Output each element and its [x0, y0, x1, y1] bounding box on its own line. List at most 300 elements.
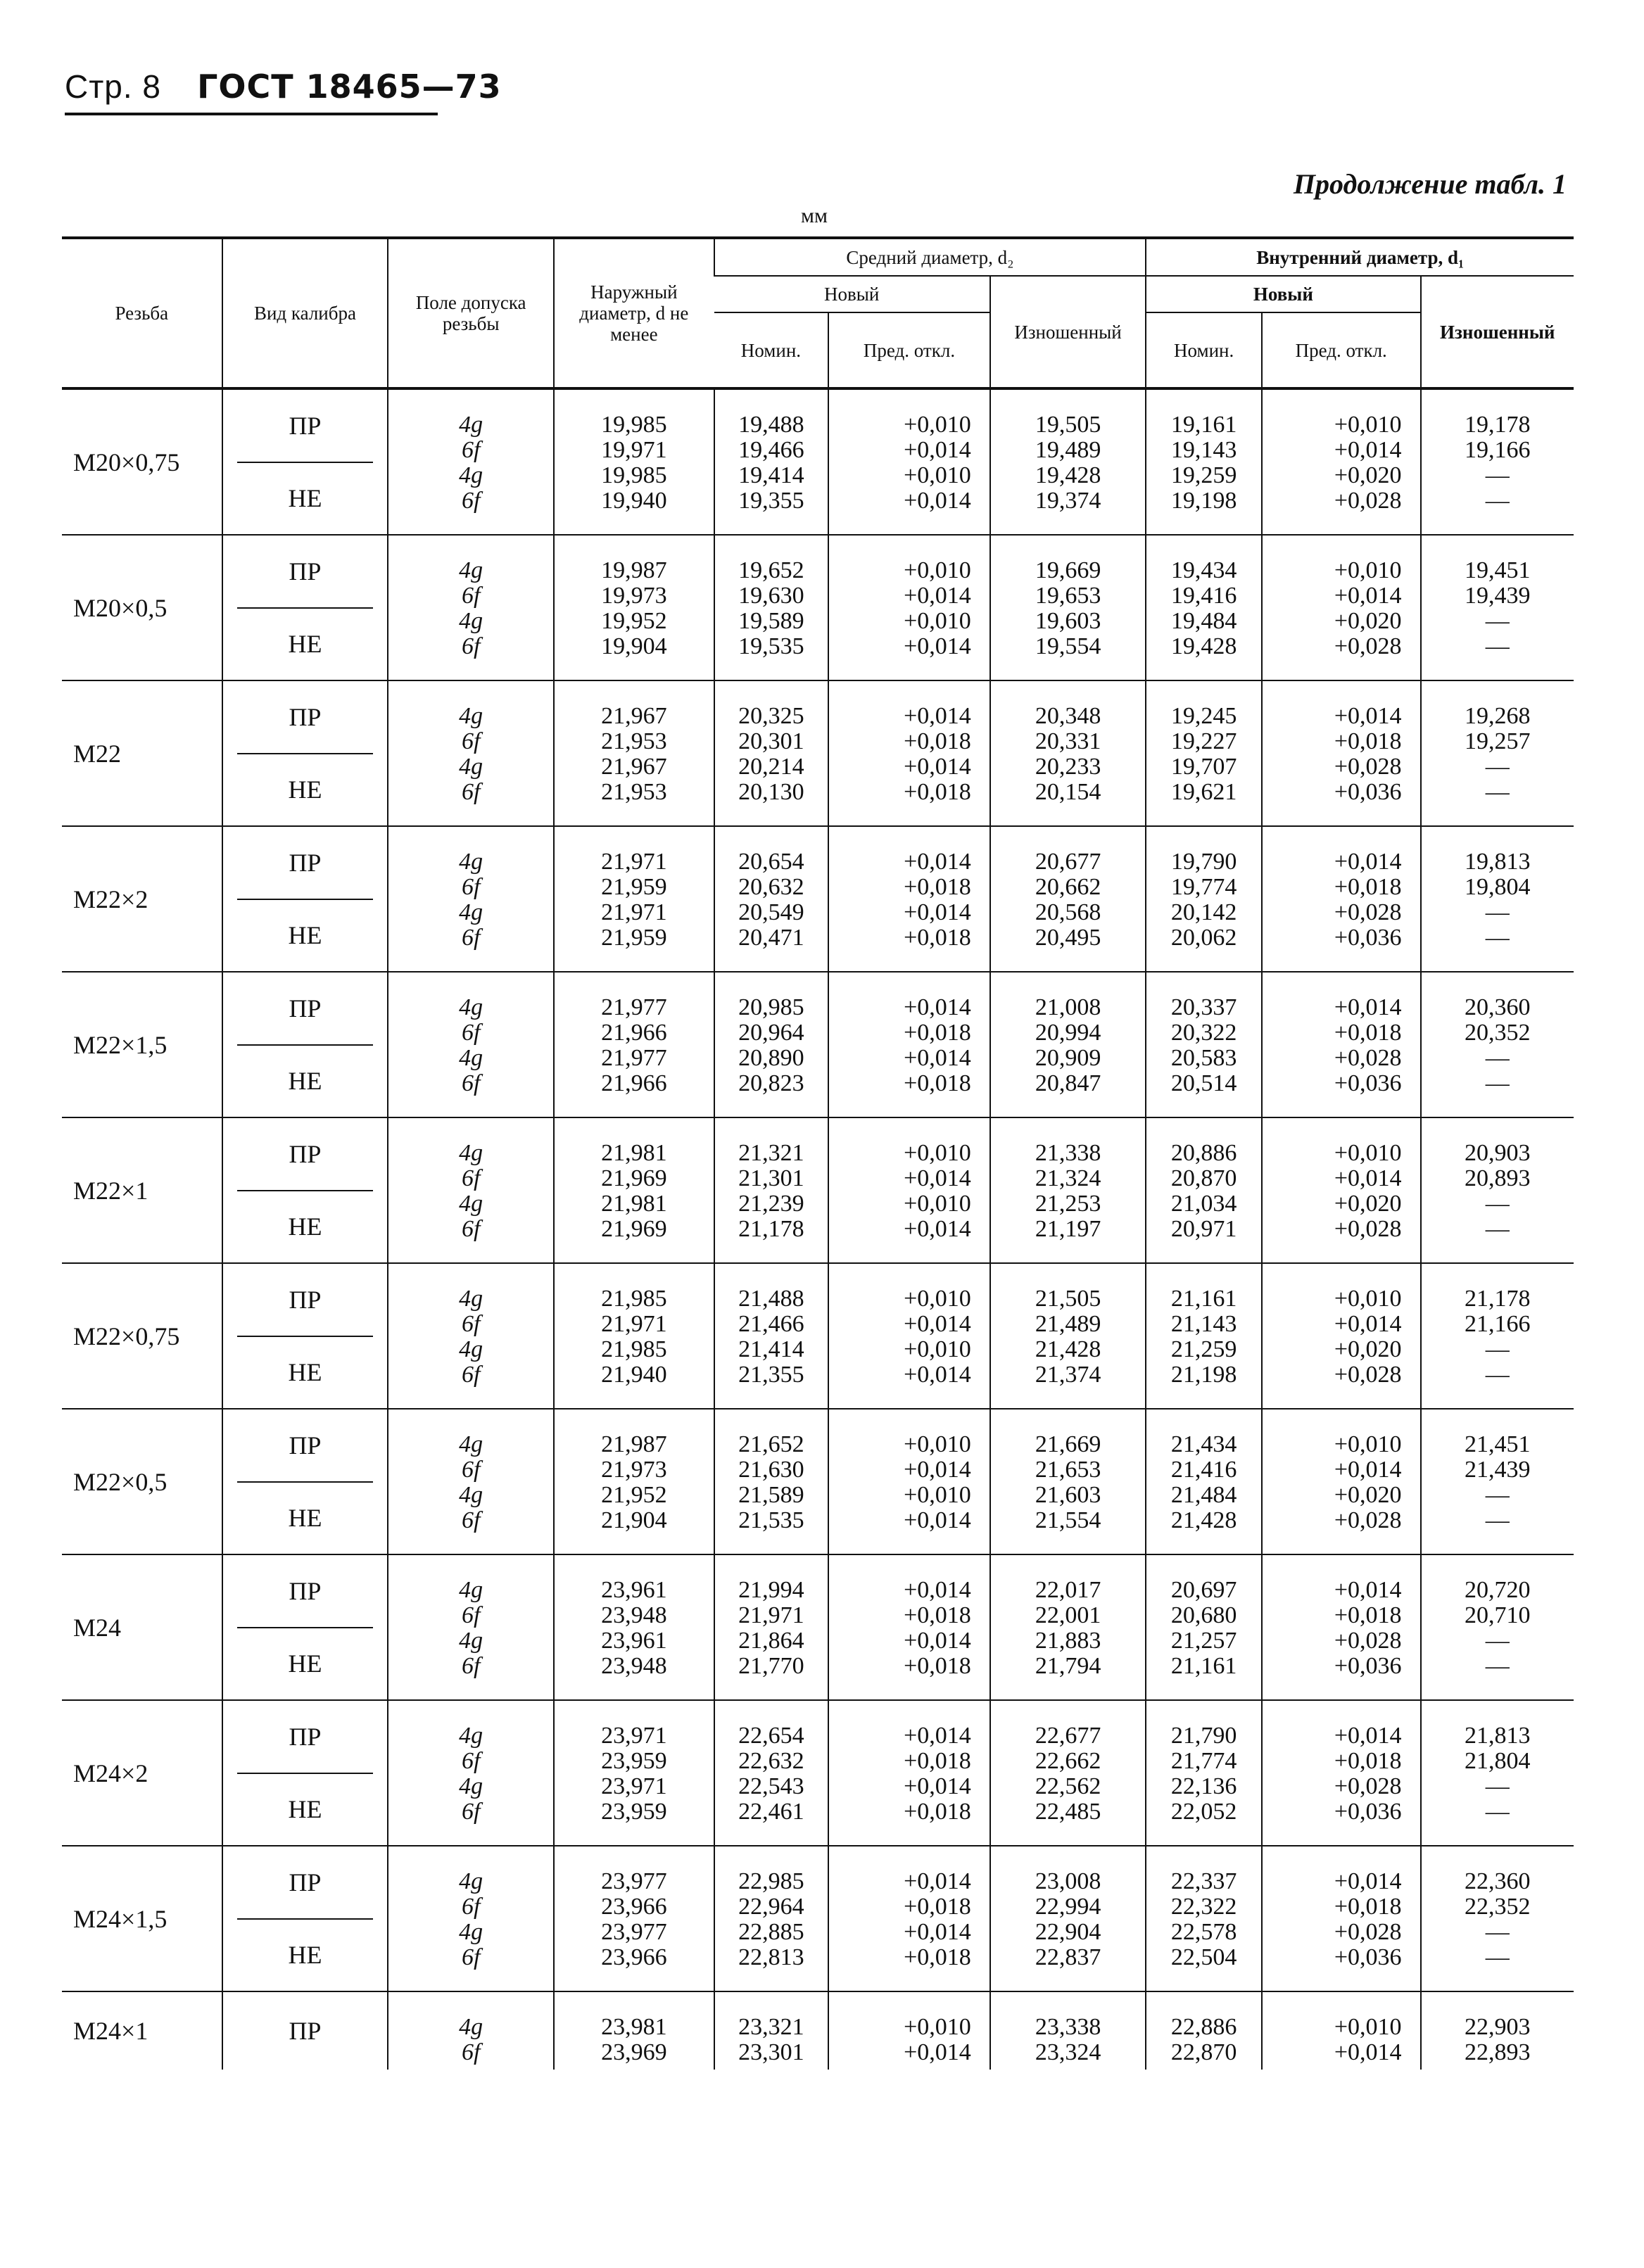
- cell-pole: [388, 1117, 554, 1263]
- cell-naruzh: [554, 1991, 714, 2070]
- value-vnutr-pred: +0,020: [1334, 608, 1402, 634]
- value-sred-pred: +0,014: [904, 2039, 971, 2065]
- cell-naruzh: [554, 388, 714, 535]
- col-header-vnutr-iznosh: Изношенный: [1421, 276, 1574, 388]
- value-vnutr-iznosh: —: [1485, 1507, 1510, 1533]
- value-naruzh: 21,959: [601, 874, 667, 900]
- value-sred-iznosh: 21,197: [1035, 1216, 1101, 1242]
- gauge-type: НЕ: [288, 775, 322, 804]
- value-sred-pred: +0,014: [904, 1165, 971, 1191]
- value-sred-nomin: 23,321: [738, 2014, 804, 2040]
- value-vnutr-nomin: 19,198: [1170, 488, 1237, 514]
- value-vnutr-pred: +0,010: [1334, 557, 1402, 583]
- value-sred-nomin: 20,823: [738, 1070, 804, 1096]
- value-vnutr-nomin: 20,142: [1170, 899, 1237, 925]
- value-naruzh: 21,966: [601, 1070, 667, 1096]
- value-naruzh: 21,940: [601, 1362, 667, 1388]
- gauge-type-cell: [222, 388, 388, 535]
- value-vnutr-nomin: 19,790: [1170, 849, 1237, 875]
- value-vnutr-iznosh: 20,903: [1465, 1140, 1531, 1166]
- cell-naruzh: [554, 1700, 714, 1846]
- col-header-sred-iznosh: Изношенный: [990, 276, 1146, 388]
- value-naruzh: 23,977: [601, 1919, 667, 1945]
- table-row: [62, 1991, 1574, 2070]
- value-sred-nomin: 21,535: [738, 1507, 804, 1533]
- value-vnutr-pred: +0,010: [1334, 1431, 1402, 1457]
- value-sred-pred: +0,018: [904, 728, 971, 754]
- value-vnutr-pred: +0,028: [1334, 1919, 1402, 1945]
- value-sred-pred: +0,014: [904, 849, 971, 875]
- value-vnutr-nomin: 22,337: [1170, 1868, 1237, 1894]
- cell-vnutr-nomin: [1146, 1700, 1262, 1846]
- value-pole: 6f: [461, 925, 481, 951]
- value-vnutr-nomin: 19,245: [1170, 703, 1237, 729]
- value-sred-iznosh: 21,428: [1035, 1336, 1101, 1362]
- value-sred-nomin: 22,461: [738, 1799, 804, 1825]
- cell-sred-nomin: [714, 1700, 829, 1846]
- thread-gauge-table: [62, 236, 1574, 2070]
- units-label: мм: [801, 204, 828, 227]
- value-vnutr-iznosh: 19,813: [1465, 849, 1531, 875]
- cell-pole: [388, 535, 554, 680]
- col-header-vnutr-nomin: Номин.: [1146, 312, 1262, 388]
- value-sred-nomin: 19,652: [738, 557, 804, 583]
- cell-sred-pred: [828, 1409, 990, 1554]
- value-vnutr-nomin: 19,621: [1170, 779, 1237, 805]
- col-header-sred-pred: Пред. откл.: [828, 312, 990, 388]
- value-pole: 4g: [459, 1431, 483, 1457]
- value-sred-iznosh: 19,669: [1035, 557, 1101, 583]
- value-naruzh: 23,969: [601, 2039, 667, 2065]
- value-sred-iznosh: 20,233: [1035, 754, 1101, 780]
- value-sred-iznosh: 22,904: [1035, 1919, 1101, 1945]
- value-sred-nomin: 19,589: [738, 608, 804, 634]
- table-row: [62, 972, 1574, 1117]
- value-naruzh: 21,952: [601, 1482, 667, 1508]
- value-vnutr-iznosh: —: [1485, 1045, 1510, 1071]
- cell-pole: [388, 1554, 554, 1700]
- cell-naruzh: [554, 1409, 714, 1554]
- value-vnutr-iznosh: 20,720: [1465, 1577, 1531, 1603]
- cell-pole: [388, 972, 554, 1117]
- value-sred-pred: +0,014: [904, 1045, 971, 1071]
- value-vnutr-iznosh: —: [1485, 1773, 1510, 1799]
- value-vnutr-iznosh: —: [1485, 1628, 1510, 1654]
- value-naruzh: 21,953: [601, 728, 667, 754]
- value-sred-iznosh: 19,603: [1035, 608, 1101, 634]
- table-row: [62, 535, 1574, 680]
- value-vnutr-iznosh: 22,352: [1465, 1894, 1531, 1920]
- cell-sred-nomin: [714, 826, 829, 972]
- value-sred-nomin: 20,890: [738, 1045, 804, 1071]
- value-sred-pred: +0,014: [904, 994, 971, 1020]
- value-pole: 6f: [461, 633, 481, 659]
- cell-vnutr-pred: [1262, 1700, 1421, 1846]
- gauge-type-cell: [222, 1554, 388, 1700]
- value-vnutr-iznosh: —: [1485, 488, 1510, 514]
- value-sred-pred: +0,014: [904, 437, 971, 463]
- value-sred-nomin: 21,239: [738, 1191, 804, 1217]
- value-vnutr-iznosh: 19,257: [1465, 728, 1531, 754]
- value-vnutr-iznosh: 19,804: [1465, 874, 1531, 900]
- value-sred-nomin: 20,985: [738, 994, 804, 1020]
- value-sred-nomin: 20,301: [738, 728, 804, 754]
- value-sred-pred: +0,010: [904, 1431, 971, 1457]
- value-sred-pred: +0,014: [904, 1311, 971, 1337]
- value-sred-pred: +0,014: [904, 899, 971, 925]
- cell-vnutr-pred: [1262, 1554, 1421, 1700]
- value-vnutr-pred: +0,028: [1334, 899, 1402, 925]
- value-sred-pred: +0,010: [904, 462, 971, 488]
- header-rule: [65, 113, 438, 115]
- value-vnutr-iznosh: 19,178: [1465, 412, 1531, 438]
- cell-vnutr-nomin: [1146, 680, 1262, 826]
- cell-vnutr-pred: [1262, 680, 1421, 826]
- cell-vnutr-iznosh: [1421, 972, 1574, 1117]
- value-vnutr-pred: +0,018: [1334, 1602, 1402, 1628]
- value-vnutr-pred: +0,014: [1334, 1723, 1402, 1749]
- value-vnutr-iznosh: —: [1485, 608, 1510, 634]
- cell-vnutr-iznosh: [1421, 535, 1574, 680]
- cell-sred-pred: [828, 1700, 990, 1846]
- value-sred-nomin: 21,994: [738, 1577, 804, 1603]
- value-pole: 6f: [461, 1602, 481, 1628]
- thread-designation: M22×1: [62, 1117, 222, 1263]
- value-pole: 4g: [459, 1336, 483, 1362]
- value-sred-iznosh: 23,324: [1035, 2039, 1101, 2065]
- cell-vnutr-nomin: [1146, 1263, 1262, 1409]
- value-naruzh: 23,981: [601, 2014, 667, 2040]
- value-naruzh: 23,948: [601, 1653, 667, 1679]
- value-naruzh: 21,985: [601, 1286, 667, 1312]
- cell-vnutr-pred: [1262, 1991, 1421, 2070]
- value-naruzh: 21,981: [601, 1140, 667, 1166]
- value-vnutr-nomin: 21,143: [1170, 1311, 1237, 1337]
- value-naruzh: 23,961: [601, 1577, 667, 1603]
- cell-vnutr-iznosh: [1421, 388, 1574, 535]
- value-vnutr-iznosh: 20,710: [1465, 1602, 1531, 1628]
- gauge-type: НЕ: [288, 630, 322, 659]
- value-vnutr-nomin: 22,136: [1170, 1773, 1237, 1799]
- value-sred-pred: +0,014: [904, 1723, 971, 1749]
- cell-sred-iznosh: [990, 1117, 1146, 1263]
- value-sred-iznosh: 20,348: [1035, 703, 1101, 729]
- table-row: [62, 1117, 1574, 1263]
- gauge-type: ПР: [237, 1409, 374, 1483]
- value-vnutr-nomin: 22,052: [1170, 1799, 1237, 1825]
- value-sred-nomin: 21,630: [738, 1457, 804, 1483]
- value-vnutr-pred: +0,014: [1334, 583, 1402, 609]
- table-row: [62, 1700, 1574, 1846]
- gauge-type: ПР: [237, 1846, 374, 1920]
- cell-vnutr-iznosh: [1421, 1554, 1574, 1700]
- table-row: [62, 1263, 1574, 1409]
- value-sred-nomin: 19,535: [738, 633, 804, 659]
- value-pole: 4g: [459, 1773, 483, 1799]
- value-naruzh: 19,987: [601, 557, 667, 583]
- value-sred-pred: +0,018: [904, 1070, 971, 1096]
- cell-sred-iznosh: [990, 1409, 1146, 1554]
- cell-vnutr-nomin: [1146, 535, 1262, 680]
- thread-designation: M22×0,5: [62, 1409, 222, 1554]
- value-sred-pred: +0,010: [904, 557, 971, 583]
- value-pole: 6f: [461, 1457, 481, 1483]
- cell-vnutr-nomin: [1146, 1991, 1262, 2070]
- col-header-sred-novyi: Новый: [714, 276, 990, 312]
- value-sred-iznosh: 20,909: [1035, 1045, 1101, 1071]
- value-sred-iznosh: 21,883: [1035, 1628, 1101, 1654]
- value-naruzh: 21,904: [601, 1507, 667, 1533]
- value-vnutr-iznosh: —: [1485, 779, 1510, 805]
- value-naruzh: 23,959: [601, 1748, 667, 1774]
- gauge-type: ПР: [237, 536, 374, 609]
- value-sred-iznosh: 22,677: [1035, 1723, 1101, 1749]
- gauge-type: НЕ: [288, 1941, 322, 1970]
- cell-vnutr-pred: [1262, 1117, 1421, 1263]
- value-sred-iznosh: 22,017: [1035, 1577, 1101, 1603]
- value-naruzh: 21,973: [601, 1457, 667, 1483]
- value-pole: 4g: [459, 1723, 483, 1749]
- value-pole: 4g: [459, 849, 483, 875]
- value-vnutr-nomin: 19,416: [1170, 583, 1237, 609]
- value-sred-pred: +0,014: [904, 633, 971, 659]
- value-pole: 4g: [459, 412, 483, 438]
- cell-vnutr-nomin: [1146, 1117, 1262, 1263]
- value-vnutr-pred: +0,028: [1334, 1216, 1402, 1242]
- cell-sred-pred: [828, 1554, 990, 1700]
- value-vnutr-pred: +0,028: [1334, 1045, 1402, 1071]
- value-sred-nomin: 19,488: [738, 412, 804, 438]
- page-header: [65, 68, 502, 106]
- gauge-type-cell: [222, 1700, 388, 1846]
- value-naruzh: 23,966: [601, 1894, 667, 1920]
- value-naruzh: 23,966: [601, 1944, 667, 1970]
- value-vnutr-nomin: 20,337: [1170, 994, 1237, 1020]
- col-header-vid: Вид калибра: [222, 238, 388, 388]
- value-vnutr-nomin: 20,680: [1170, 1602, 1237, 1628]
- value-vnutr-iznosh: 19,268: [1465, 703, 1531, 729]
- value-vnutr-pred: +0,036: [1334, 1944, 1402, 1970]
- value-vnutr-iznosh: 22,893: [1465, 2039, 1531, 2065]
- cell-vnutr-pred: [1262, 1846, 1421, 1991]
- cell-sred-iznosh: [990, 1846, 1146, 1991]
- value-vnutr-iznosh: —: [1485, 1944, 1510, 1970]
- value-sred-nomin: 20,964: [738, 1020, 804, 1046]
- gauge-type: ПР: [237, 681, 374, 754]
- value-naruzh: 21,967: [601, 754, 667, 780]
- value-sred-iznosh: 21,669: [1035, 1431, 1101, 1457]
- value-vnutr-nomin: 20,697: [1170, 1577, 1237, 1603]
- value-sred-pred: +0,018: [904, 1020, 971, 1046]
- value-sred-iznosh: 22,662: [1035, 1748, 1101, 1774]
- value-naruzh: 23,971: [601, 1723, 667, 1749]
- value-sred-iznosh: 20,568: [1035, 899, 1101, 925]
- cell-vnutr-iznosh: [1421, 826, 1574, 972]
- value-sred-iznosh: 21,338: [1035, 1140, 1101, 1166]
- value-vnutr-pred: +0,036: [1334, 779, 1402, 805]
- value-vnutr-pred: +0,014: [1334, 1311, 1402, 1337]
- value-sred-pred: +0,018: [904, 925, 971, 951]
- value-vnutr-pred: +0,014: [1334, 1457, 1402, 1483]
- value-sred-pred: +0,014: [904, 703, 971, 729]
- value-sred-nomin: 21,178: [738, 1216, 804, 1242]
- value-pole: 6f: [461, 1894, 481, 1920]
- cell-vnutr-nomin: [1146, 1846, 1262, 1991]
- value-pole: 4g: [459, 703, 483, 729]
- value-vnutr-pred: +0,028: [1334, 1773, 1402, 1799]
- cell-vnutr-nomin: [1146, 1554, 1262, 1700]
- value-sred-nomin: 22,813: [738, 1944, 804, 1970]
- cell-vnutr-nomin: [1146, 826, 1262, 972]
- thread-designation: M22: [62, 680, 222, 826]
- value-vnutr-nomin: 22,578: [1170, 1919, 1237, 1945]
- gauge-type-cell: [222, 1117, 388, 1263]
- cell-sred-nomin: [714, 1263, 829, 1409]
- col-header-sred: Средний диаметр, d₂: [714, 238, 1146, 276]
- gauge-type-cell: [222, 972, 388, 1117]
- value-vnutr-iznosh: —: [1485, 1362, 1510, 1388]
- value-pole: 6f: [461, 583, 481, 609]
- value-sred-nomin: 21,770: [738, 1653, 804, 1679]
- value-sred-nomin: 19,414: [738, 462, 804, 488]
- value-vnutr-nomin: 21,484: [1170, 1482, 1237, 1508]
- value-naruzh: 21,985: [601, 1336, 667, 1362]
- cell-vnutr-pred: [1262, 826, 1421, 972]
- value-vnutr-nomin: 21,198: [1170, 1362, 1237, 1388]
- value-sred-iznosh: 23,008: [1035, 1868, 1101, 1894]
- value-vnutr-nomin: 19,161: [1170, 412, 1237, 438]
- value-vnutr-nomin: 19,259: [1170, 462, 1237, 488]
- value-vnutr-pred: +0,020: [1334, 1191, 1402, 1217]
- value-vnutr-pred: +0,018: [1334, 1748, 1402, 1774]
- cell-vnutr-iznosh: [1421, 1409, 1574, 1554]
- cell-sred-iznosh: [990, 826, 1146, 972]
- value-sred-nomin: 21,301: [738, 1165, 804, 1191]
- value-sred-pred: +0,010: [904, 1336, 971, 1362]
- col-header-vnutr-pred: Пред. откл.: [1262, 312, 1421, 388]
- cell-pole: [388, 1263, 554, 1409]
- value-pole: 4g: [459, 1286, 483, 1312]
- value-sred-iznosh: 22,485: [1035, 1799, 1101, 1825]
- cell-vnutr-nomin: [1146, 388, 1262, 535]
- value-vnutr-iznosh: —: [1485, 1191, 1510, 1217]
- value-vnutr-pred: +0,018: [1334, 728, 1402, 754]
- cell-sred-pred: [828, 535, 990, 680]
- value-vnutr-pred: +0,014: [1334, 2039, 1402, 2065]
- value-vnutr-nomin: 21,774: [1170, 1748, 1237, 1774]
- value-pole: 6f: [461, 1653, 481, 1679]
- cell-pole: [388, 388, 554, 535]
- value-vnutr-nomin: 20,322: [1170, 1020, 1237, 1046]
- cell-sred-nomin: [714, 535, 829, 680]
- cell-pole: [388, 826, 554, 972]
- cell-vnutr-pred: [1262, 1263, 1421, 1409]
- value-vnutr-pred: +0,014: [1334, 849, 1402, 875]
- value-vnutr-iznosh: 21,451: [1465, 1431, 1531, 1457]
- cell-vnutr-iznosh: [1421, 1846, 1574, 1991]
- value-sred-nomin: 19,355: [738, 488, 804, 514]
- value-sred-iznosh: 20,677: [1035, 849, 1101, 875]
- value-vnutr-pred: +0,028: [1334, 1628, 1402, 1654]
- value-naruzh: 19,985: [601, 462, 667, 488]
- value-sred-nomin: 20,632: [738, 874, 804, 900]
- cell-sred-nomin: [714, 972, 829, 1117]
- value-pole: 6f: [461, 2039, 481, 2065]
- value-vnutr-iznosh: 21,804: [1465, 1748, 1531, 1774]
- value-vnutr-iznosh: 22,360: [1465, 1868, 1531, 1894]
- value-sred-nomin: 21,414: [738, 1336, 804, 1362]
- value-vnutr-iznosh: —: [1485, 1336, 1510, 1362]
- value-pole: 6f: [461, 437, 481, 463]
- table-row: [62, 1409, 1574, 1554]
- value-sred-nomin: 20,214: [738, 754, 804, 780]
- gauge-type-cell: [222, 680, 388, 826]
- gauge-type: НЕ: [288, 484, 322, 513]
- value-vnutr-pred: +0,020: [1334, 1336, 1402, 1362]
- value-vnutr-iznosh: —: [1485, 633, 1510, 659]
- value-vnutr-nomin: 21,416: [1170, 1457, 1237, 1483]
- value-vnutr-nomin: 20,971: [1170, 1216, 1237, 1242]
- value-vnutr-iznosh: 19,439: [1465, 583, 1531, 609]
- gauge-type: НЕ: [288, 1067, 322, 1096]
- value-sred-pred: +0,010: [904, 1286, 971, 1312]
- value-naruzh: 19,973: [601, 583, 667, 609]
- value-pole: 4g: [459, 1868, 483, 1894]
- cell-naruzh: [554, 1117, 714, 1263]
- cell-sred-pred: [828, 1117, 990, 1263]
- value-sred-iznosh: 21,489: [1035, 1311, 1101, 1337]
- value-vnutr-nomin: 19,774: [1170, 874, 1237, 900]
- col-header-sred-nomin: Номин.: [714, 312, 829, 388]
- value-vnutr-pred: +0,020: [1334, 462, 1402, 488]
- value-vnutr-iznosh: —: [1485, 754, 1510, 780]
- standard-number: ГОСТ 18465—73: [197, 68, 502, 106]
- value-vnutr-nomin: 22,504: [1170, 1944, 1237, 1970]
- value-sred-iznosh: 22,837: [1035, 1944, 1101, 1970]
- value-vnutr-nomin: 19,707: [1170, 754, 1237, 780]
- value-vnutr-iznosh: —: [1485, 1216, 1510, 1242]
- cell-sred-nomin: [714, 1991, 829, 2070]
- value-vnutr-iznosh: 19,166: [1465, 437, 1531, 463]
- value-vnutr-iznosh: —: [1485, 1482, 1510, 1508]
- cell-naruzh: [554, 680, 714, 826]
- value-vnutr-pred: +0,036: [1334, 1653, 1402, 1679]
- value-sred-pred: +0,010: [904, 2014, 971, 2040]
- gauge-type: ПР: [237, 390, 374, 463]
- value-pole: 6f: [461, 779, 481, 805]
- value-vnutr-nomin: 21,161: [1170, 1653, 1237, 1679]
- value-vnutr-iznosh: —: [1485, 462, 1510, 488]
- cell-sred-nomin: [714, 680, 829, 826]
- value-naruzh: 21,969: [601, 1165, 667, 1191]
- value-pole: 6f: [461, 1216, 481, 1242]
- value-vnutr-iznosh: —: [1485, 899, 1510, 925]
- value-sred-nomin: 22,885: [738, 1919, 804, 1945]
- cell-vnutr-nomin: [1146, 1409, 1262, 1554]
- value-vnutr-iznosh: 21,439: [1465, 1457, 1531, 1483]
- value-sred-pred: +0,018: [904, 779, 971, 805]
- value-sred-iznosh: 21,554: [1035, 1507, 1101, 1533]
- cell-naruzh: [554, 826, 714, 972]
- value-sred-nomin: 21,652: [738, 1431, 804, 1457]
- value-vnutr-pred: +0,018: [1334, 1020, 1402, 1046]
- value-pole: 6f: [461, 1311, 481, 1337]
- value-sred-nomin: 22,632: [738, 1748, 804, 1774]
- cell-sred-iznosh: [990, 1263, 1146, 1409]
- value-vnutr-iznosh: 21,166: [1465, 1311, 1531, 1337]
- cell-pole: [388, 1846, 554, 1991]
- value-vnutr-nomin: 19,227: [1170, 728, 1237, 754]
